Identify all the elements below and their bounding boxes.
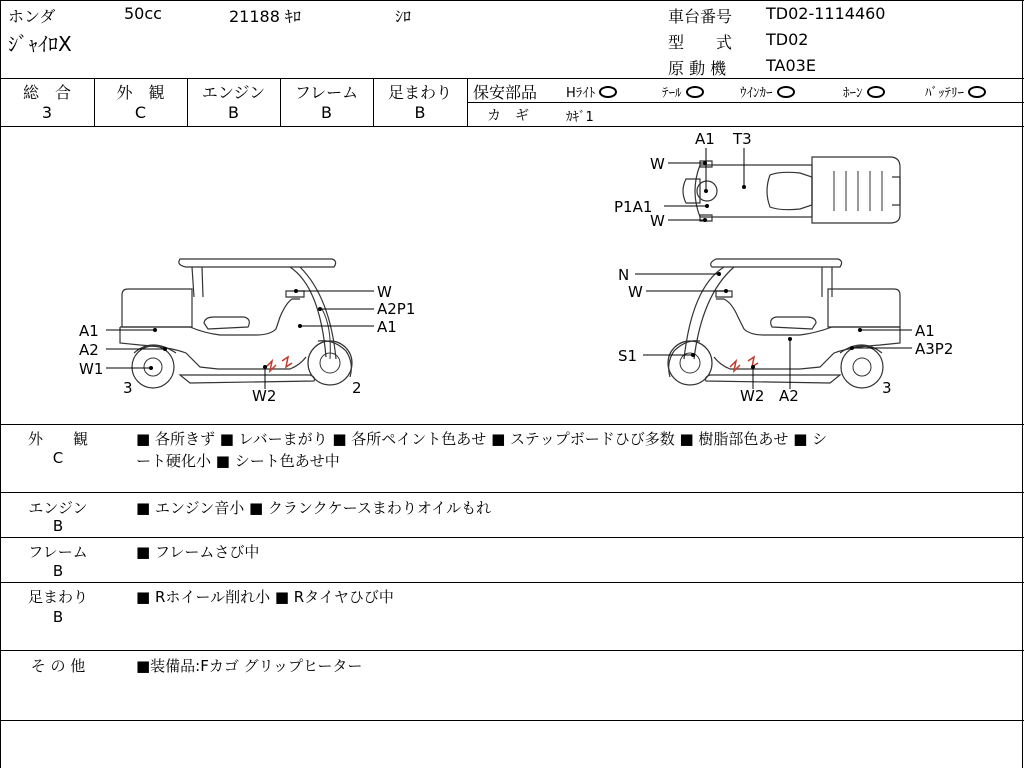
label-top-w2: W	[650, 212, 665, 230]
label-left-a1-right: A1	[377, 318, 397, 336]
label-right-n: N	[618, 266, 630, 284]
winker-check	[740, 82, 795, 101]
horn-check	[843, 82, 885, 101]
label-left-a2: A2	[79, 341, 99, 359]
label-right-3: 3	[882, 379, 892, 397]
label-left-2: 2	[352, 379, 362, 397]
label-left-w1: W1	[79, 360, 104, 378]
detail-line-1	[0, 492, 1024, 493]
detail-other-label: そ の 他	[30, 657, 86, 675]
label-top-p1a1: P1A1	[614, 198, 653, 216]
detail-frame-grade: B	[52, 562, 64, 580]
tail-label: ﾃｰﾙ	[662, 86, 682, 101]
diagram-bottom-line	[0, 424, 1024, 425]
type-value: TD02	[766, 30, 809, 49]
maker: ホンダ	[8, 7, 56, 26]
label-top-a1: A1	[695, 130, 715, 148]
detail-suspension-label: 足まわり	[27, 588, 88, 606]
detail-exterior-text-1: ■ 各所きず ■ レバーまがり ■ 各所ペイント色あせ ■ ステップボードひび多数 ■ 樹脂部色あせ ■ シ	[136, 430, 828, 448]
label-top-w1: W	[650, 155, 665, 173]
type-label: 型 式	[668, 33, 733, 52]
frame-no-label: 車台番号	[668, 7, 733, 26]
displacement: 50cc	[124, 4, 162, 23]
tail-check	[662, 82, 704, 101]
detail-exterior-label: 外 観	[27, 430, 88, 448]
detail-engine-label: エンジン	[28, 499, 88, 517]
detail-frame-text: ■ フレームさび中	[136, 543, 260, 561]
suspension-label: 足まわり	[387, 83, 452, 102]
engine-grade: B	[228, 103, 239, 122]
detail-exterior-text-2: ート硬化小 ■ シート色あせ中	[136, 452, 340, 470]
label-top-t3: T3	[733, 130, 752, 148]
scooter-right-side-view	[668, 259, 900, 388]
model-name: ｼﾞｬｲﾛX	[8, 32, 72, 56]
scooter-left-side-view	[120, 259, 352, 388]
color: ｼﾛ	[395, 7, 412, 26]
detail-engine-grade: B	[52, 517, 64, 535]
detail-engine-text: ■ エンジン音小 ■ クランクケースまわりオイルもれ	[136, 499, 492, 517]
key-value: ｶｷﾞ1	[566, 110, 594, 125]
grade-divider-5	[467, 78, 468, 126]
ok-circle-icon	[777, 86, 795, 98]
detail-line-4	[0, 650, 1024, 651]
horn-label: ﾎｰﾝ	[843, 86, 863, 101]
label-right-w2: W2	[740, 387, 765, 405]
top-border	[0, 0, 1024, 1]
mileage: 21188 ｷﾛ	[229, 7, 301, 26]
label-left-w: W	[377, 283, 392, 301]
damage-diagram	[0, 127, 1024, 424]
overall-label: 総 合	[22, 83, 71, 102]
label-left-a1: A1	[79, 322, 99, 340]
battery-label: ﾊﾞｯﾃﾘｰ	[925, 86, 964, 101]
detail-line-3	[0, 582, 1024, 583]
headlight-label: Hﾗｲﾄ	[566, 86, 596, 101]
overall-grade: 3	[41, 103, 53, 122]
detail-suspension-text: ■ Rホイール削れ小 ■ Rタイヤひび中	[136, 588, 394, 606]
frame-grade: B	[321, 103, 332, 122]
headlight-check	[566, 82, 617, 101]
label-right-a3p2: A3P2	[915, 340, 954, 358]
frame-label: フレーム	[294, 83, 359, 102]
detail-frame-label: フレーム	[28, 543, 88, 561]
header-bottom-line	[0, 78, 1024, 79]
detail-exterior-grade: C	[52, 449, 64, 467]
label-left-3: 3	[123, 379, 133, 397]
key-label: カ ギ	[487, 108, 529, 124]
safety-label: 保安部品	[473, 83, 538, 102]
ok-circle-icon	[968, 86, 986, 98]
label-right-s1: S1	[618, 347, 638, 365]
ok-circle-icon	[686, 86, 704, 98]
ok-circle-icon	[599, 86, 617, 98]
winker-label: ｳｲﾝｶｰ	[740, 86, 773, 101]
label-right-w: W	[628, 283, 643, 301]
battery-check	[925, 82, 986, 101]
grade-row-mid-line	[467, 102, 1024, 103]
label-left-a2p1: A2P1	[377, 300, 416, 318]
leader-lines	[106, 148, 912, 389]
detail-suspension-grade: B	[52, 608, 64, 626]
frame-no: TD02-1114460	[766, 4, 886, 23]
engine-model-label: 原 動 機	[668, 59, 727, 78]
detail-other-text: ■装備品:Fカゴ グリップヒーター	[136, 657, 363, 675]
exterior-label: 外 観	[116, 83, 165, 102]
ok-circle-icon	[867, 86, 885, 98]
suspension-grade: B	[414, 103, 426, 122]
label-right-a1: A1	[915, 322, 935, 340]
engine-model-value: TA03E	[766, 56, 816, 75]
exterior-grade: C	[134, 103, 147, 122]
detail-line-2	[0, 537, 1024, 538]
engine-label: エンジン	[201, 83, 266, 102]
label-left-w2: W2	[252, 387, 277, 405]
scooter-top-view	[683, 157, 900, 223]
detail-line-5	[0, 720, 1024, 721]
label-right-a2: A2	[779, 387, 799, 405]
